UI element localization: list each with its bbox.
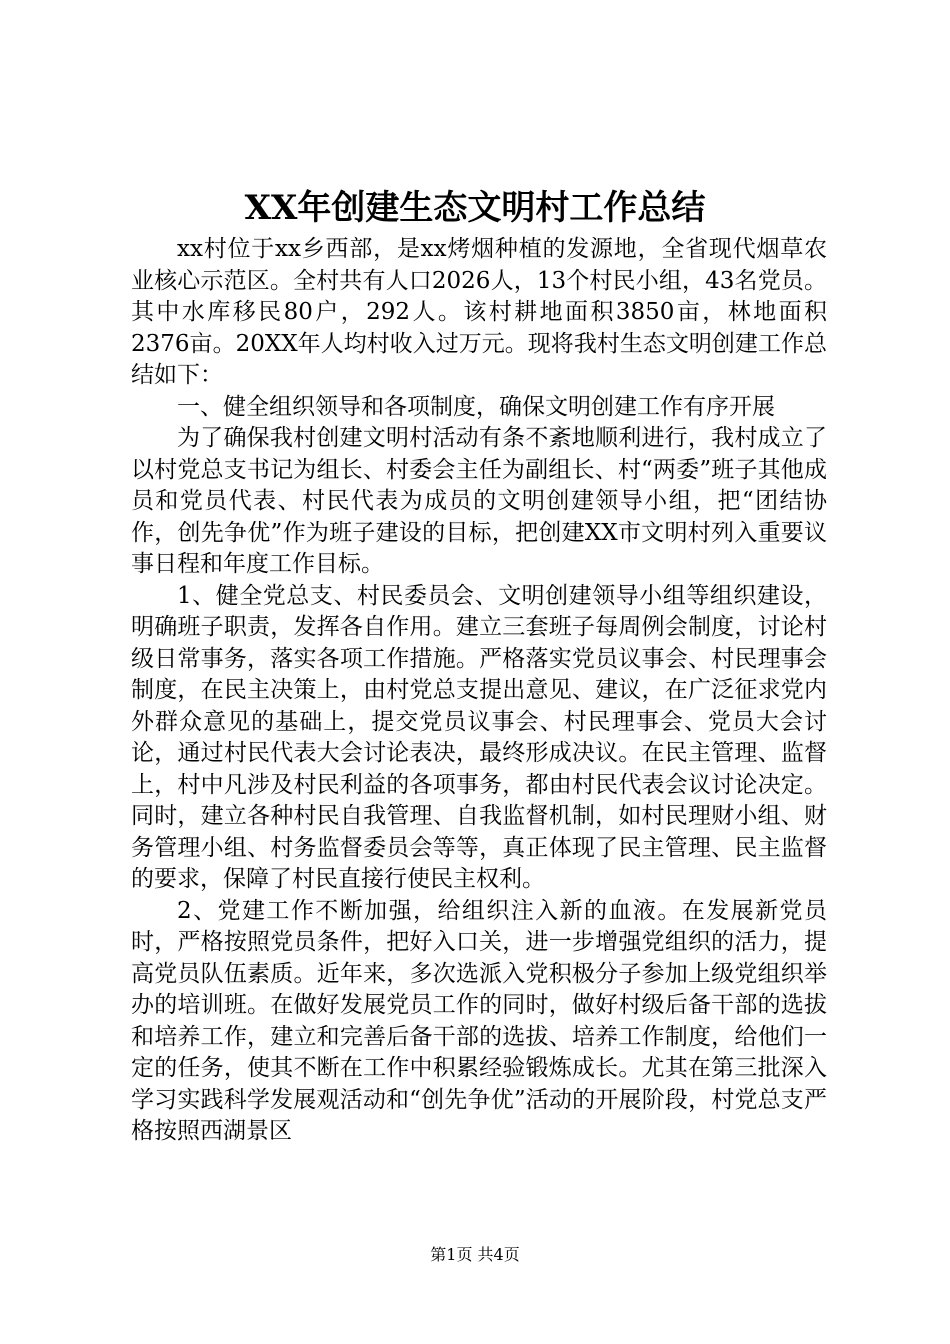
paragraph-item-2: 2、党建工作不断加强，给组织注入新的血液。在发展新党员时，严格按照党员条件，把好入口关，进一步增强党组织的活力，提高党员队伍素质。近年来，多次选派入党积极分子参加上级党组织举办的培训班。在做好发展党员工作的同时，做好村级后备干部的选拔和培养工作，建立和完善后备干部的选拔、培养工作制度，给他们一定的任务，使其不断在工作中积累经验锻炼成长。尤其在第三批深入学习实践科学发展观活动和“创先争优”活动的开展阶段，村党总支严格按照西湖景区 xyxy=(131,897,827,1144)
paragraph-item-1: 1、健全党总支、村民委员会、文明创建领导小组等组织建设，明确班子职责，发挥各自作用。建立三套班子每周例会制度，讨论村级日常事务，落实各项工作措施。严格落实党员议事会、村民理事会制度，在民主决策上，由村党总支提出意见、建议，在广泛征求党内外群众意见的基础上，提交党员议事会、村民理事会、党员大会讨论，通过村民代表大会讨论表决，最终形成决议。在民主管理、监督上，村中凡涉及村民利益的各项事务，都由村民代表会议讨论决定。同时，建立各种村民自我管理、自我监督机制，如村民理财小组、财务管理小组、村务监督委员会等等，真正体现了民主管理、民主监督的要求，保障了村民直接行使民主权利。 xyxy=(131,582,827,892)
document-title: XX年创建生态文明村工作总结 xyxy=(244,188,706,228)
paragraph-intro: xx村位于xx乡西部，是xx烤烟种植的发源地，全省现代烟草农业核心示范区。全村共有人口2026人，13个村民小组，43名党员。其中水库移民80户，292人。该村耕地面积3850亩，林地面积2376亩。20XX年人均村收入过万元。现将我村生态文明创建工作总结如下： xyxy=(131,236,827,388)
document-body xyxy=(131,234,827,1148)
page-footer: 第1页 共4页 xyxy=(430,1245,520,1264)
section-heading-1: 一、健全组织领导和各项制度，确保文明创建工作有序开展 xyxy=(177,393,775,420)
paragraph-section-1: 为了确保我村创建文明村活动有条不紊地顺利进行，我村成立了以村党总支书记为组长、村委会主任为副组长、村“两委”班子其他成员和党员代表、村民代表为成员的文明创建领导小组，把“团结协作，创先争优”作为班子建设的目标，把创建XX市文明村列入重要议事日程和年度工作目标。 xyxy=(131,425,827,577)
